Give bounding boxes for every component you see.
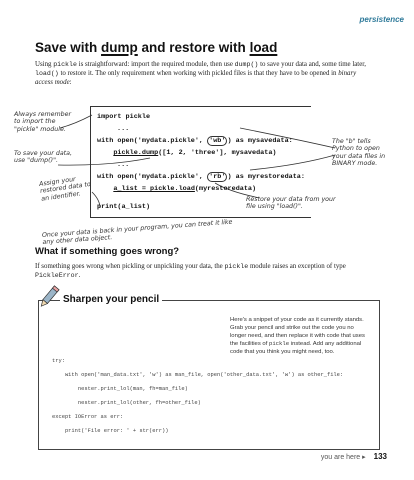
sharpen-code-line: print('File error: ' + str(err)) <box>52 428 169 434</box>
you-are-here: you are here ▸ <box>320 454 366 461</box>
note-once-back: Once your data is back in your program, you can treat it like any other data object. <box>41 218 233 247</box>
title-load: load <box>249 40 278 55</box>
intro-text: : <box>69 79 72 87</box>
code-line-5: ... <box>117 161 130 169</box>
sharpen-code-line: nester.print_lol(other, fh=other_file) <box>52 400 201 406</box>
intro-emphasis: binary access mode <box>35 70 357 87</box>
page-footer <box>321 452 387 461</box>
code-load-call: a_list = pickle.load <box>113 185 195 193</box>
title-middle: and restore with <box>137 40 250 55</box>
code-line-7 <box>97 185 256 193</box>
sharpen-text: instead. Add any additional code that you think you might need, too. <box>230 341 362 355</box>
pencil-icon <box>36 284 62 310</box>
code-line-8: print(a_list) <box>97 203 151 211</box>
code-text: with open('mydata.pickle', <box>97 137 208 145</box>
code-text: with open('mydata.pickle', <box>97 173 208 181</box>
note-binary-mode: The "b" tells Python to open your data files in BINARY mode. <box>332 138 386 168</box>
question-paragraph <box>35 262 375 280</box>
arrow-import <box>60 115 92 128</box>
code-line-1: import pickle <box>97 113 151 121</box>
intro-text: to save your data and, some time later, <box>258 61 367 68</box>
note-import-pickle: Always remember to import the "pickle" module. <box>14 111 72 133</box>
code-line-3 <box>97 137 293 145</box>
code-mode-rb: 'rb' <box>209 173 226 181</box>
page-number: 133 <box>373 452 387 461</box>
sharpen-code-line: except IOError as err: <box>52 414 124 420</box>
code-text: (myrestoredata) <box>194 185 257 193</box>
intro-keyword: dump() <box>234 61 259 68</box>
intro-keyword: pickle <box>53 61 77 68</box>
note-restore-load: Restore your data from your file using "load()". <box>246 196 336 211</box>
section-heading: What if something goes wrong? <box>35 246 180 257</box>
question-text: If something goes wrong when pickling or unpickling your data, the <box>35 263 225 270</box>
title-prefix: Save with <box>35 40 102 55</box>
code-text: ([1, 2, 'three'], mysavedata) <box>158 149 277 157</box>
intro-text: to restore it. The only requirement when working with pickled files is that they have to be opened in <box>58 70 339 78</box>
sharpen-code-line: nester.print_lol(man, fh=man_file) <box>52 386 188 392</box>
code-line-6 <box>97 173 305 181</box>
sharpen-code-line: try: <box>52 358 65 364</box>
sharpen-instructions <box>230 316 370 356</box>
section-header: persistence <box>330 13 414 27</box>
code-line-4 <box>97 149 277 157</box>
code-text: ) as mysavedata: <box>227 137 293 145</box>
question-keyword: pickle <box>224 263 249 270</box>
question-keyword: PickleError <box>35 272 79 280</box>
code-mode-wb: 'wb' <box>209 137 226 145</box>
code-dump-call: pickle.dump <box>113 149 159 157</box>
sharpen-text: Here's a snippet of your code as it currently stands. Grab your pencil and strike out the code you no longer need, and then replace it with code that uses the facilities of <box>230 317 365 347</box>
sharpen-code-line: with open('man_data.txt', 'w') as man_file, open('other_data.txt', 'w') as other_file: <box>52 372 344 378</box>
note-assign-identifier: Assign your restored data to an identifier. <box>38 175 92 203</box>
code-text <box>97 149 113 157</box>
code-text <box>97 185 113 193</box>
intro-text: Using <box>35 61 54 68</box>
question-text: . <box>78 272 81 280</box>
code-text: ) as myrestoredata: <box>227 173 305 181</box>
title-dump: dump <box>101 40 138 55</box>
code-line-2: ... <box>117 125 130 133</box>
code-snippet <box>90 106 311 218</box>
note-save-dump: To save your data, use "dump()". <box>14 150 73 165</box>
sharpen-title: Sharpen your pencil <box>60 294 162 305</box>
sharpen-keyword: pickle <box>268 340 290 347</box>
intro-keyword: load() <box>35 70 59 78</box>
question-text: module raises an exception of type <box>248 263 346 270</box>
intro-text: is straightforward: import the required module, then use <box>76 61 235 68</box>
